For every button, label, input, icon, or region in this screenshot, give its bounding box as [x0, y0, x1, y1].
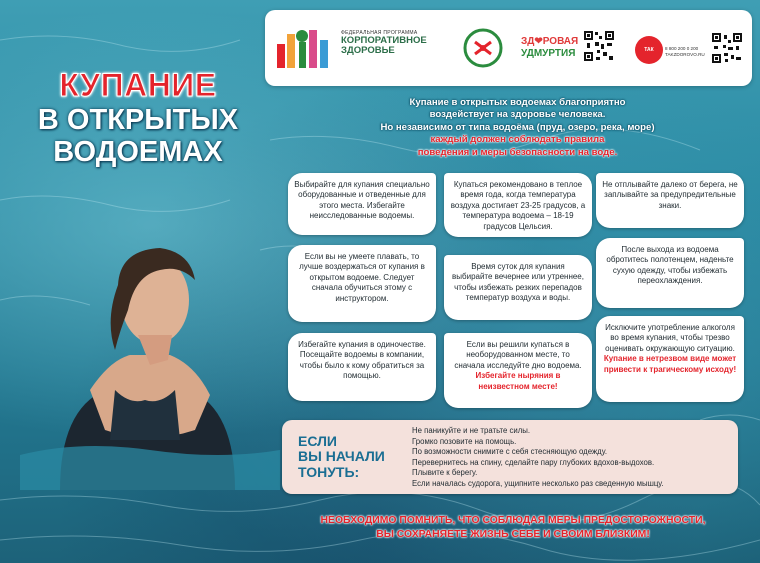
- tip-card: [596, 316, 744, 402]
- poster-title: [8, 68, 268, 169]
- drowning-title-line-1: ЕСЛИ: [298, 433, 337, 449]
- tip-card-warning: Избегайте ныряния в неизвестном месте!: [475, 371, 561, 391]
- tip-card-text: Если вы решили купаться в необорудованном месте, то сначала исследуйте дно водоема.: [454, 340, 582, 370]
- program-line-2: ЗДОРОВЬЕ: [341, 45, 395, 57]
- intro-line-5: поведения и меры безопасности на воде.: [417, 146, 618, 158]
- zdorovaya-line-2: УДМУРТИЯ: [521, 48, 576, 59]
- program-small-label: ФЕДЕРАЛЬНАЯ ПРОГРАММА: [341, 30, 418, 36]
- zdorovaya-udmurtia-logo: [521, 36, 578, 60]
- takzdorovo-logo-icon: ТАК здорово: [635, 36, 663, 64]
- title-line-1: КУПАНИЕ: [59, 67, 217, 103]
- intro-line-1: Купание в открытых водоемах благоприятно: [409, 97, 626, 108]
- list-item: Не паникуйте и не тратьте силы.: [412, 426, 531, 435]
- header-bar: [265, 10, 752, 86]
- qr-code-icon: [583, 30, 615, 62]
- swimming-woman-illustration: [20, 240, 280, 490]
- tip-card: Время суток для купания выбирайте вечернее или утреннее, чтобы избежать резких перепадов температур воздуха и воды.: [444, 255, 592, 320]
- qr-code-icon: [711, 32, 743, 64]
- takzdorovo-site: TAKZDOROVO.RU: [665, 51, 705, 57]
- tip-card: После выхода из водоема обротитесь полотенцем, наденьте сухую одежду, чтобы избежать переохлаждения.: [596, 238, 744, 308]
- tip-card-warning: Купание в нетрезвом виде может привести к трагическому исходу!: [603, 354, 737, 374]
- takzdorovo-phone: 8 800 200 0 200: [665, 46, 699, 51]
- list-item: Плывите к берегу.: [412, 468, 478, 478]
- drowning-title-line-3: ТОНУТЬ:: [298, 463, 360, 480]
- warning-line-1: НЕОБХОДИМО ПОМНИТЬ, ЧТО СОБЛЮДАЯ МЕРЫ ПРЕДОСТОРОЖНОСТИ,: [320, 515, 706, 526]
- intro-line-2: воздействует на здоровье человека.: [429, 109, 606, 121]
- intro-line-4: каждый должен соблюдать правила: [430, 134, 605, 146]
- takzdorovo-contacts: [665, 46, 705, 58]
- list-item: Если началась судорога, ущипните несколько раз сведенную мышцу.: [412, 478, 664, 488]
- tip-card-text: Исключите употребление алкоголя во время купания, чтобы трезво оценивать окружающую ситуацию.: [605, 323, 735, 353]
- list-item: Громко позовите на помощь.: [412, 436, 517, 446]
- intro-line-3: Но независимо от типа водоёма (пруд, озеро, река, море): [380, 121, 655, 133]
- tip-card: Если вы не умеете плавать, то лучше воздержаться от купания в открытом водоеме. Следует сначала обучиться этому с инструктором.: [288, 245, 436, 322]
- drowning-title-line-2: ВЫ НАЧАЛИ: [298, 448, 385, 465]
- tip-card: [444, 333, 592, 408]
- title-line-3: ВОДОЕМАХ: [53, 136, 223, 169]
- corporate-health-logo-icon: [275, 24, 335, 70]
- list-item: Перевернитесь на спину, сделайте пару глубоких вдохов-выдохов.: [412, 457, 655, 467]
- safety-warning: [278, 514, 748, 542]
- warning-line-2: ВЫ СОХРАНЯЕТЕ ЖИЗНЬ СЕБЕ И СВОИМ БЛИЗКИМ!: [376, 529, 650, 541]
- tip-card: Не отплывайте далеко от берега, не заплывайте за предупредительные знаки.: [596, 173, 744, 228]
- tip-card: Выбирайте для купания специально оборудованные и отведенные для этого места. Избегайте неисследованные водоемы.: [288, 173, 436, 235]
- tip-card: Купаться рекомендовано в теплое время года, когда температура воздуха достигает 23-25 градусов, а температура водоема – 18-19 градусов Цельсия.: [444, 173, 592, 237]
- zdorovaya-line-1: ЗД❤РОВАЯ: [521, 36, 579, 47]
- drowning-title: [298, 434, 398, 480]
- program-line-1: КОРПОРАТИВНОЕ: [341, 35, 427, 46]
- udmurtia-emblem-icon: [463, 28, 503, 68]
- intro-text: [290, 97, 745, 159]
- title-line-2: В ОТКРЫТЫХ: [37, 103, 239, 136]
- list-item: По возможности снимите с себя стесняющую одежду.: [412, 447, 608, 457]
- tip-card: Избегайте купания в одиночестве. Посещайте водоемы в компании, чтобы было к кому обратиться за помощью.: [288, 333, 436, 401]
- drowning-instructions-panel: [282, 420, 738, 494]
- drowning-steps-list: [412, 426, 664, 489]
- corporate-health-logo-text: [341, 30, 427, 57]
